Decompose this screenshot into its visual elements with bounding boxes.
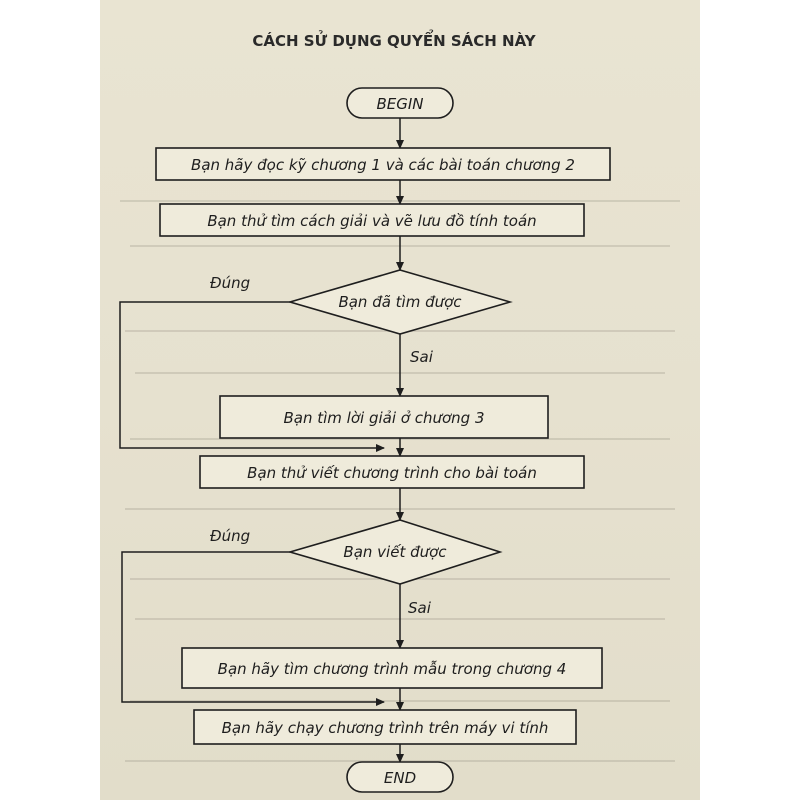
step4-label: Bạn thử viết chương trình cho bài toán: [247, 464, 537, 482]
step2-label: Bạn thử tìm cách giải và vẽ lưu đồ tính toán: [207, 212, 537, 230]
decision2-label: Bạn viết được: [343, 543, 447, 561]
step6-label: Bạn hãy chạy chương trình trên máy vi tính: [221, 719, 549, 737]
end-label: END: [383, 769, 417, 787]
page-title: CÁCH SỬ DỤNG QUYỂN SÁCH NÀY: [252, 32, 536, 50]
begin-label: BEGIN: [376, 95, 424, 113]
step1-label: Bạn hãy đọc kỹ chương 1 và các bài toán chương 2: [191, 156, 575, 174]
yes1-label: Đúng: [210, 274, 251, 292]
step5-label: Bạn hãy tìm chương trình mẫu trong chương 4: [217, 660, 567, 678]
decision1-label: Bạn đã tìm được: [338, 293, 462, 311]
yes2-label: Đúng: [210, 527, 251, 545]
no1-label: Sai: [410, 348, 433, 366]
no2-label: Sai: [408, 599, 431, 617]
step3-label: Bạn tìm lời giải ở chương 3: [283, 409, 485, 427]
